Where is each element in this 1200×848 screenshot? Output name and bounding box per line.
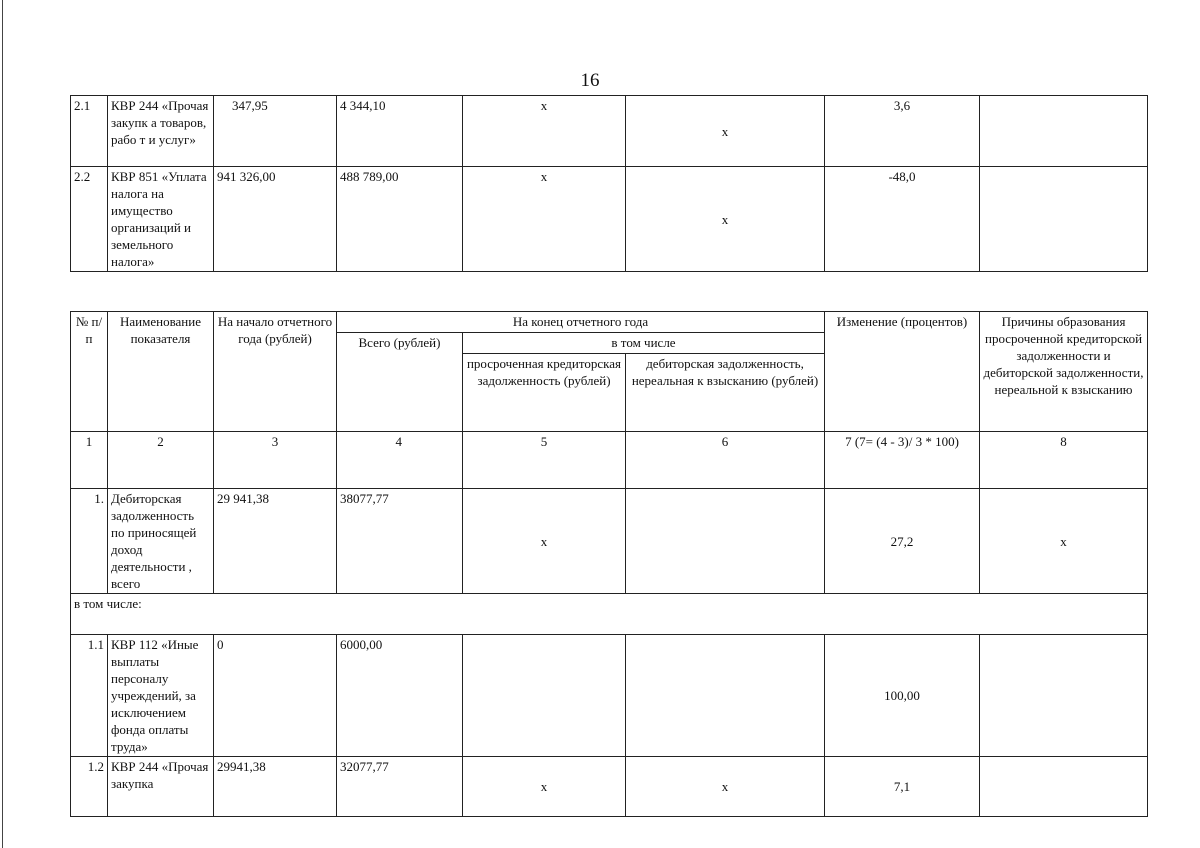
row-number: 1.2 bbox=[71, 757, 108, 817]
indicator-name: КВР 112 «Иные выплаты персоналу учреждений, за исключением фонда оплаты труда» bbox=[108, 635, 214, 757]
overdue-value: x bbox=[463, 489, 626, 594]
start-value: 347,95 bbox=[214, 96, 337, 167]
nonreal-value: x bbox=[626, 167, 825, 272]
table-row bbox=[71, 489, 1148, 594]
col-number-6: 6 bbox=[626, 432, 825, 489]
subheader-row bbox=[71, 594, 1148, 635]
total-value: 38077,77 bbox=[337, 489, 463, 594]
header-start: На начало отчетного года (рублей) bbox=[214, 312, 337, 432]
indicator-name: КВР 244 «Прочая закупк а товаров, рабо т и услуг» bbox=[108, 96, 214, 167]
start-value: 29941,38 bbox=[214, 757, 337, 817]
main-table bbox=[70, 311, 1148, 817]
header-nonreal: дебиторская задолженность, нереальная к взысканию (рублей) bbox=[626, 354, 825, 432]
indicator-name: КВР 244 «Прочая закупка bbox=[108, 757, 214, 817]
col-number-2: 2 bbox=[108, 432, 214, 489]
reason-value bbox=[980, 96, 1148, 167]
column-number-row bbox=[71, 432, 1148, 489]
total-value: 6000,00 bbox=[337, 635, 463, 757]
indicator-name: Дебиторская задолженность по приносящей доход деятельности , всего bbox=[108, 489, 214, 594]
table-row bbox=[71, 757, 1148, 817]
overdue-value: x bbox=[463, 96, 626, 167]
indicator-name: КВР 851 «Уплата налога на имущество организаций и земельного налога» bbox=[108, 167, 214, 272]
row-number: 2.2 bbox=[71, 167, 108, 272]
start-value: 29 941,38 bbox=[214, 489, 337, 594]
col-number-3: 3 bbox=[214, 432, 337, 489]
col-number-7: 7 (7= (4 - 3)/ 3 * 100) bbox=[825, 432, 980, 489]
including-label: в том числе: bbox=[71, 594, 1148, 635]
table-row bbox=[71, 96, 1148, 167]
col-number-5: 5 bbox=[463, 432, 626, 489]
table-row bbox=[71, 635, 1148, 757]
header-change: Изменение (процентов) bbox=[825, 312, 980, 432]
change-value: 7,1 bbox=[825, 757, 980, 817]
change-value: -48,0 bbox=[825, 167, 980, 272]
header-incl: в том числе bbox=[463, 333, 825, 354]
nonreal-value bbox=[626, 635, 825, 757]
start-value: 941 326,00 bbox=[214, 167, 337, 272]
row-number: 1. bbox=[71, 489, 108, 594]
row-number: 1.1 bbox=[71, 635, 108, 757]
total-value: 32077,77 bbox=[337, 757, 463, 817]
header-name: Наименование показателя bbox=[108, 312, 214, 432]
nonreal-value bbox=[626, 489, 825, 594]
page-number: 16 bbox=[580, 70, 600, 91]
header-end-group: На конец отчетного года bbox=[337, 312, 825, 333]
start-value: 0 bbox=[214, 635, 337, 757]
reason-value: x bbox=[980, 489, 1148, 594]
top-table bbox=[70, 95, 1148, 272]
change-value: 27,2 bbox=[825, 489, 980, 594]
total-value: 4 344,10 bbox=[337, 96, 463, 167]
nonreal-value: x bbox=[626, 757, 825, 817]
header-row bbox=[71, 312, 1148, 333]
scan-edge-line bbox=[2, 0, 3, 848]
change-value: 3,6 bbox=[825, 96, 980, 167]
header-num: № п/п bbox=[71, 312, 108, 432]
header-overdue: просроченная кредиторская задолженность (рублей) bbox=[463, 354, 626, 432]
reason-value bbox=[980, 635, 1148, 757]
total-value: 488 789,00 bbox=[337, 167, 463, 272]
table-row bbox=[71, 167, 1148, 272]
col-number-8: 8 bbox=[980, 432, 1148, 489]
nonreal-value: x bbox=[626, 96, 825, 167]
overdue-value: x bbox=[463, 167, 626, 272]
reason-value bbox=[980, 167, 1148, 272]
header-reason: Причины образования просроченной кредиторской задолженности и дебиторской задолженности, нереальной к взысканию bbox=[980, 312, 1148, 432]
header-total: Всего (рублей) bbox=[337, 333, 463, 432]
overdue-value bbox=[463, 635, 626, 757]
col-number-4: 4 bbox=[337, 432, 463, 489]
col-number-1: 1 bbox=[71, 432, 108, 489]
reason-value bbox=[980, 757, 1148, 817]
change-value: 100,00 bbox=[825, 635, 980, 757]
overdue-value: x bbox=[463, 757, 626, 817]
row-number: 2.1 bbox=[71, 96, 108, 167]
